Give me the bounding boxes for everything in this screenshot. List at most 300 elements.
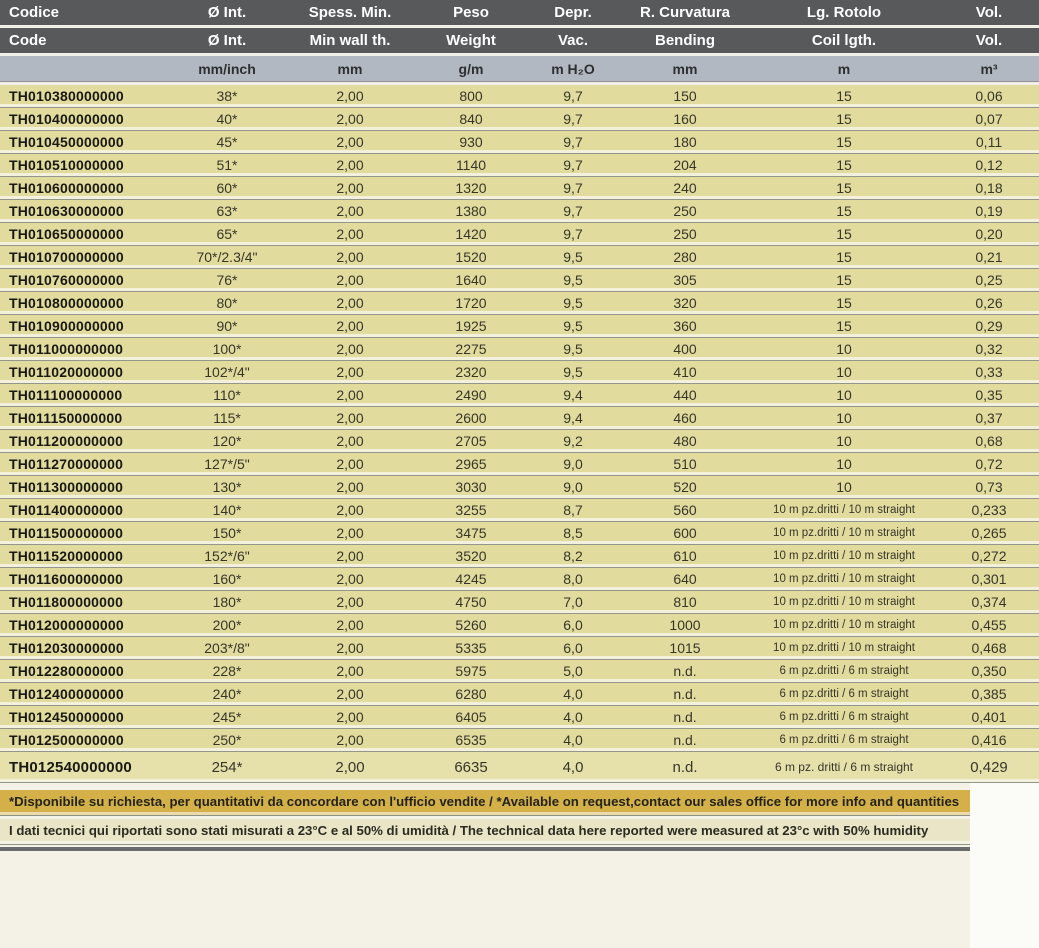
cell-inner-diameter: 90* <box>171 315 283 338</box>
cell-min-wall-thickness: 2,00 <box>283 614 417 637</box>
cell-weight: 800 <box>417 84 525 108</box>
cell-volume: 0,07 <box>939 108 1039 131</box>
cell-min-wall-thickness: 2,00 <box>283 545 417 568</box>
header-vacuum-it: Depr. <box>525 0 621 27</box>
header-coil-length-it: Lg. Rotolo <box>749 0 939 27</box>
cell-inner-diameter: 180* <box>171 591 283 614</box>
cell-code: TH010900000000 <box>0 315 171 338</box>
cell-vacuum: 9,7 <box>525 108 621 131</box>
table-row <box>0 407 1039 430</box>
cell-vacuum: 9,4 <box>525 407 621 430</box>
cell-vacuum: 4,0 <box>525 729 621 752</box>
cell-volume: 0,416 <box>939 729 1039 752</box>
cell-weight: 4750 <box>417 591 525 614</box>
table-row <box>0 269 1039 292</box>
cell-code: TH011400000000 <box>0 499 171 522</box>
cell-weight: 2600 <box>417 407 525 430</box>
cell-vacuum: 9,7 <box>525 131 621 154</box>
cell-min-wall-thickness: 2,00 <box>283 384 417 407</box>
cell-weight: 1140 <box>417 154 525 177</box>
cell-bending-radius: 410 <box>621 361 749 384</box>
table-row <box>0 315 1039 338</box>
cell-vacuum: 9,5 <box>525 361 621 384</box>
cell-vacuum: 9,7 <box>525 84 621 108</box>
cell-inner-diameter: 203*/8" <box>171 637 283 660</box>
cell-volume: 0,385 <box>939 683 1039 706</box>
cell-vacuum: 9,7 <box>525 177 621 200</box>
footnotes <box>0 790 970 845</box>
cell-code: TH012500000000 <box>0 729 171 752</box>
header-row-italian <box>0 0 1039 27</box>
cell-inner-diameter: 200* <box>171 614 283 637</box>
cell-code: TH010630000000 <box>0 200 171 223</box>
cell-coil-length: 15 <box>749 315 939 338</box>
cell-min-wall-thickness: 2,00 <box>283 430 417 453</box>
cell-inner-diameter: 127*/5" <box>171 453 283 476</box>
table-row <box>0 430 1039 453</box>
cell-min-wall-thickness: 2,00 <box>283 269 417 292</box>
cell-weight: 2705 <box>417 430 525 453</box>
cell-volume: 0,401 <box>939 706 1039 729</box>
cell-vacuum: 9,5 <box>525 246 621 269</box>
cell-volume: 0,455 <box>939 614 1039 637</box>
measurement-footnote: I dati tecnici qui riportati sono stati misurati a 23°C e al 50% di umidità / The technical data here reported were measured at 23°c with 50% humidity <box>0 819 970 845</box>
table-row <box>0 476 1039 499</box>
cell-min-wall-thickness: 2,00 <box>283 108 417 131</box>
table-row <box>0 154 1039 177</box>
cell-code: TH011270000000 <box>0 453 171 476</box>
cell-volume: 0,20 <box>939 223 1039 246</box>
cell-weight: 930 <box>417 131 525 154</box>
cell-weight: 2275 <box>417 338 525 361</box>
table-row <box>0 729 1039 752</box>
cell-inner-diameter: 102*/4" <box>171 361 283 384</box>
cell-code: TH012280000000 <box>0 660 171 683</box>
cell-inner-diameter: 63* <box>171 200 283 223</box>
cell-volume: 0,429 <box>939 752 1039 783</box>
cell-bending-radius: 510 <box>621 453 749 476</box>
cell-coil-length: 10 m pz.dritti / 10 m straight <box>749 499 939 522</box>
cell-code: TH012540000000 <box>0 752 171 783</box>
cell-weight: 5975 <box>417 660 525 683</box>
cell-bending-radius: 640 <box>621 568 749 591</box>
cell-bending-radius: n.d. <box>621 729 749 752</box>
cell-inner-diameter: 65* <box>171 223 283 246</box>
cell-vacuum: 9,5 <box>525 315 621 338</box>
cell-coil-length: 10 m pz.dritti / 10 m straight <box>749 545 939 568</box>
cell-vacuum: 9,0 <box>525 476 621 499</box>
cell-bending-radius: n.d. <box>621 660 749 683</box>
cell-bending-radius: 600 <box>621 522 749 545</box>
cell-bending-radius: n.d. <box>621 706 749 729</box>
table-row <box>0 177 1039 200</box>
cell-coil-length: 15 <box>749 200 939 223</box>
table-row <box>0 292 1039 315</box>
cell-inner-diameter: 115* <box>171 407 283 430</box>
cell-min-wall-thickness: 2,00 <box>283 407 417 430</box>
cell-code: TH011800000000 <box>0 591 171 614</box>
cell-min-wall-thickness: 2,00 <box>283 729 417 752</box>
header-bending-it: R. Curvatura <box>621 0 749 27</box>
cell-volume: 0,468 <box>939 637 1039 660</box>
cell-bending-radius: 180 <box>621 131 749 154</box>
cell-volume: 0,272 <box>939 545 1039 568</box>
cell-weight: 5260 <box>417 614 525 637</box>
cell-min-wall-thickness: 2,00 <box>283 246 417 269</box>
cell-min-wall-thickness: 2,00 <box>283 177 417 200</box>
cell-bending-radius: 460 <box>621 407 749 430</box>
cell-weight: 3520 <box>417 545 525 568</box>
cell-code: TH011300000000 <box>0 476 171 499</box>
cell-volume: 0,37 <box>939 407 1039 430</box>
table-row <box>0 752 1039 783</box>
cell-bending-radius: 250 <box>621 223 749 246</box>
cell-vacuum: 9,0 <box>525 453 621 476</box>
table-row <box>0 614 1039 637</box>
header-code-en: Code <box>0 27 171 55</box>
cell-vacuum: 5,0 <box>525 660 621 683</box>
cell-min-wall-thickness: 2,00 <box>283 660 417 683</box>
header-weight-it: Peso <box>417 0 525 27</box>
cell-min-wall-thickness: 2,00 <box>283 522 417 545</box>
cell-coil-length: 15 <box>749 292 939 315</box>
cell-min-wall-thickness: 2,00 <box>283 637 417 660</box>
cell-volume: 0,72 <box>939 453 1039 476</box>
cell-weight: 2490 <box>417 384 525 407</box>
cell-weight: 3255 <box>417 499 525 522</box>
cell-weight: 3475 <box>417 522 525 545</box>
cell-min-wall-thickness: 2,00 <box>283 568 417 591</box>
cell-coil-length: 10 m pz.dritti / 10 m straight <box>749 591 939 614</box>
cell-inner-diameter: 150* <box>171 522 283 545</box>
cell-bending-radius: n.d. <box>621 683 749 706</box>
header-min-thickness-it: Spess. Min. <box>283 0 417 27</box>
table-row <box>0 568 1039 591</box>
cell-coil-length: 10 <box>749 407 939 430</box>
cell-code: TH011000000000 <box>0 338 171 361</box>
cell-code: TH010800000000 <box>0 292 171 315</box>
unit-blank <box>0 55 171 84</box>
cell-min-wall-thickness: 2,00 <box>283 499 417 522</box>
cell-vacuum: 8,7 <box>525 499 621 522</box>
unit-g-per-m: g/m <box>417 55 525 84</box>
units-row <box>0 55 1039 84</box>
table-row <box>0 84 1039 108</box>
cell-vacuum: 4,0 <box>525 683 621 706</box>
cell-volume: 0,18 <box>939 177 1039 200</box>
cell-code: TH010700000000 <box>0 246 171 269</box>
availability-footnote: *Disponibile su richiesta, per quantitativi da concordare con l'ufficio vendite / *Available on request,contact our sales office for more info and quantities <box>0 790 970 816</box>
cell-coil-length: 10 m pz.dritti / 10 m straight <box>749 637 939 660</box>
cell-inner-diameter: 245* <box>171 706 283 729</box>
cell-inner-diameter: 110* <box>171 384 283 407</box>
cell-weight: 6635 <box>417 752 525 783</box>
cell-inner-diameter: 254* <box>171 752 283 783</box>
header-bending-en: Bending <box>621 27 749 55</box>
table-row <box>0 522 1039 545</box>
unit-m3: m³ <box>939 55 1039 84</box>
cell-volume: 0,06 <box>939 84 1039 108</box>
cell-min-wall-thickness: 2,00 <box>283 154 417 177</box>
cell-weight: 6535 <box>417 729 525 752</box>
cell-weight: 840 <box>417 108 525 131</box>
cell-coil-length: 10 m pz.dritti / 10 m straight <box>749 614 939 637</box>
cell-volume: 0,233 <box>939 499 1039 522</box>
cell-volume: 0,33 <box>939 361 1039 384</box>
cell-min-wall-thickness: 2,00 <box>283 361 417 384</box>
unit-m: m <box>749 55 939 84</box>
cell-min-wall-thickness: 2,00 <box>283 200 417 223</box>
cell-volume: 0,32 <box>939 338 1039 361</box>
header-volume-it: Vol. <box>939 0 1039 27</box>
cell-bending-radius: 560 <box>621 499 749 522</box>
cell-weight: 2965 <box>417 453 525 476</box>
table-row <box>0 545 1039 568</box>
cell-weight: 1320 <box>417 177 525 200</box>
cell-coil-length: 15 <box>749 108 939 131</box>
cell-vacuum: 9,7 <box>525 154 621 177</box>
cell-volume: 0,35 <box>939 384 1039 407</box>
cell-weight: 4245 <box>417 568 525 591</box>
cell-inner-diameter: 100* <box>171 338 283 361</box>
header-volume-en: Vol. <box>939 27 1039 55</box>
cell-coil-length: 6 m pz.dritti / 6 m straight <box>749 706 939 729</box>
cell-inner-diameter: 80* <box>171 292 283 315</box>
cell-coil-length: 10 m pz.dritti / 10 m straight <box>749 522 939 545</box>
table-row <box>0 660 1039 683</box>
cell-code: TH010510000000 <box>0 154 171 177</box>
cell-volume: 0,68 <box>939 430 1039 453</box>
cell-coil-length: 6 m pz.dritti / 6 m straight <box>749 729 939 752</box>
cell-bending-radius: 810 <box>621 591 749 614</box>
cell-min-wall-thickness: 2,00 <box>283 84 417 108</box>
cell-min-wall-thickness: 2,00 <box>283 706 417 729</box>
cell-vacuum: 6,0 <box>525 637 621 660</box>
cell-vacuum: 9,2 <box>525 430 621 453</box>
cell-vacuum: 8,0 <box>525 568 621 591</box>
cell-coil-length: 15 <box>749 223 939 246</box>
cell-code: TH011020000000 <box>0 361 171 384</box>
cell-inner-diameter: 38* <box>171 84 283 108</box>
cell-code: TH011100000000 <box>0 384 171 407</box>
cell-inner-diameter: 140* <box>171 499 283 522</box>
header-inner-diameter-it: Ø Int. <box>171 0 283 27</box>
header-row-english <box>0 27 1039 55</box>
cell-bending-radius: 305 <box>621 269 749 292</box>
cell-min-wall-thickness: 2,00 <box>283 338 417 361</box>
header-vacuum-en: Vac. <box>525 27 621 55</box>
cell-vacuum: 9,7 <box>525 200 621 223</box>
cell-inner-diameter: 40* <box>171 108 283 131</box>
cell-coil-length: 6 m pz. dritti / 6 m straight <box>749 752 939 783</box>
unit-mm: mm <box>283 55 417 84</box>
cell-volume: 0,374 <box>939 591 1039 614</box>
table-row <box>0 338 1039 361</box>
cell-vacuum: 9,4 <box>525 384 621 407</box>
cell-coil-length: 10 m pz.dritti / 10 m straight <box>749 568 939 591</box>
cell-weight: 1520 <box>417 246 525 269</box>
cell-bending-radius: 610 <box>621 545 749 568</box>
unit-mm-bending: mm <box>621 55 749 84</box>
cell-inner-diameter: 60* <box>171 177 283 200</box>
cell-coil-length: 6 m pz.dritti / 6 m straight <box>749 683 939 706</box>
cell-volume: 0,21 <box>939 246 1039 269</box>
header-inner-diameter-en: Ø Int. <box>171 27 283 55</box>
cell-bending-radius: 150 <box>621 84 749 108</box>
cell-coil-length: 15 <box>749 131 939 154</box>
cell-code: TH012030000000 <box>0 637 171 660</box>
table-row <box>0 499 1039 522</box>
cell-coil-length: 10 <box>749 453 939 476</box>
table-row <box>0 200 1039 223</box>
cell-volume: 0,11 <box>939 131 1039 154</box>
table-row <box>0 108 1039 131</box>
cell-coil-length: 10 <box>749 476 939 499</box>
cell-vacuum: 4,0 <box>525 752 621 783</box>
cell-vacuum: 7,0 <box>525 591 621 614</box>
cell-inner-diameter: 130* <box>171 476 283 499</box>
cell-coil-length: 15 <box>749 177 939 200</box>
cell-weight: 1720 <box>417 292 525 315</box>
cell-vacuum: 8,5 <box>525 522 621 545</box>
cell-weight: 1380 <box>417 200 525 223</box>
cell-min-wall-thickness: 2,00 <box>283 292 417 315</box>
cell-inner-diameter: 120* <box>171 430 283 453</box>
cell-weight: 6405 <box>417 706 525 729</box>
cell-bending-radius: 440 <box>621 384 749 407</box>
cell-inner-diameter: 152*/6" <box>171 545 283 568</box>
table-row <box>0 637 1039 660</box>
cell-code: TH010380000000 <box>0 84 171 108</box>
table-row <box>0 223 1039 246</box>
cell-coil-length: 6 m pz.dritti / 6 m straight <box>749 660 939 683</box>
cell-coil-length: 10 <box>749 338 939 361</box>
cell-volume: 0,29 <box>939 315 1039 338</box>
cell-code: TH011600000000 <box>0 568 171 591</box>
cell-inner-diameter: 228* <box>171 660 283 683</box>
cell-volume: 0,12 <box>939 154 1039 177</box>
cell-vacuum: 8,2 <box>525 545 621 568</box>
cell-bending-radius: 160 <box>621 108 749 131</box>
cell-code: TH012400000000 <box>0 683 171 706</box>
cell-weight: 6280 <box>417 683 525 706</box>
cell-min-wall-thickness: 2,00 <box>283 683 417 706</box>
cell-bending-radius: 360 <box>621 315 749 338</box>
cell-bending-radius: 400 <box>621 338 749 361</box>
cell-min-wall-thickness: 2,00 <box>283 752 417 783</box>
cell-weight: 1420 <box>417 223 525 246</box>
cell-weight: 2320 <box>417 361 525 384</box>
cell-volume: 0,301 <box>939 568 1039 591</box>
cell-volume: 0,19 <box>939 200 1039 223</box>
table-row <box>0 591 1039 614</box>
table-body <box>0 84 1039 783</box>
cell-weight: 1925 <box>417 315 525 338</box>
cell-volume: 0,350 <box>939 660 1039 683</box>
table-header <box>0 0 1039 84</box>
cell-weight: 5335 <box>417 637 525 660</box>
cell-code: TH010650000000 <box>0 223 171 246</box>
cell-inner-diameter: 250* <box>171 729 283 752</box>
cell-volume: 0,73 <box>939 476 1039 499</box>
cell-bending-radius: 1015 <box>621 637 749 660</box>
header-coil-length-en: Coil lgth. <box>749 27 939 55</box>
cell-code: TH011520000000 <box>0 545 171 568</box>
cell-weight: 1640 <box>417 269 525 292</box>
cell-min-wall-thickness: 2,00 <box>283 476 417 499</box>
cell-bending-radius: 1000 <box>621 614 749 637</box>
cell-coil-length: 10 <box>749 430 939 453</box>
cell-vacuum: 9,7 <box>525 223 621 246</box>
unit-mm-inch: mm/inch <box>171 55 283 84</box>
header-code-it: Codice <box>0 0 171 27</box>
cell-min-wall-thickness: 2,00 <box>283 131 417 154</box>
cell-inner-diameter: 51* <box>171 154 283 177</box>
cell-code: TH012000000000 <box>0 614 171 637</box>
table-row <box>0 683 1039 706</box>
cell-vacuum: 9,5 <box>525 269 621 292</box>
cell-bending-radius: 520 <box>621 476 749 499</box>
cell-min-wall-thickness: 2,00 <box>283 315 417 338</box>
header-min-thickness-en: Min wall th. <box>283 27 417 55</box>
cell-min-wall-thickness: 2,00 <box>283 223 417 246</box>
table-row <box>0 384 1039 407</box>
cell-code: TH010400000000 <box>0 108 171 131</box>
cell-bending-radius: n.d. <box>621 752 749 783</box>
table-row <box>0 131 1039 154</box>
unit-m-h2o: m H₂O <box>525 55 621 84</box>
cell-coil-length: 15 <box>749 269 939 292</box>
cell-code: TH011150000000 <box>0 407 171 430</box>
cell-coil-length: 10 <box>749 361 939 384</box>
cell-bending-radius: 280 <box>621 246 749 269</box>
cell-min-wall-thickness: 2,00 <box>283 591 417 614</box>
table-row <box>0 453 1039 476</box>
cell-code: TH011200000000 <box>0 430 171 453</box>
cell-min-wall-thickness: 2,00 <box>283 453 417 476</box>
cell-coil-length: 15 <box>749 154 939 177</box>
cell-code: TH010450000000 <box>0 131 171 154</box>
header-weight-en: Weight <box>417 27 525 55</box>
cell-code: TH011500000000 <box>0 522 171 545</box>
cell-bending-radius: 240 <box>621 177 749 200</box>
cell-bending-radius: 320 <box>621 292 749 315</box>
cell-inner-diameter: 70*/2.3/4" <box>171 246 283 269</box>
cell-inner-diameter: 76* <box>171 269 283 292</box>
cell-coil-length: 15 <box>749 246 939 269</box>
cell-coil-length: 15 <box>749 84 939 108</box>
cell-weight: 3030 <box>417 476 525 499</box>
table-row <box>0 246 1039 269</box>
table-row <box>0 706 1039 729</box>
cell-vacuum: 6,0 <box>525 614 621 637</box>
cell-coil-length: 10 <box>749 384 939 407</box>
cell-code: TH010600000000 <box>0 177 171 200</box>
cell-vacuum: 9,5 <box>525 338 621 361</box>
cell-vacuum: 9,5 <box>525 292 621 315</box>
table-row <box>0 361 1039 384</box>
cell-volume: 0,25 <box>939 269 1039 292</box>
cell-inner-diameter: 160* <box>171 568 283 591</box>
cell-volume: 0,26 <box>939 292 1039 315</box>
cell-bending-radius: 250 <box>621 200 749 223</box>
cell-code: TH010760000000 <box>0 269 171 292</box>
cell-bending-radius: 480 <box>621 430 749 453</box>
cell-bending-radius: 204 <box>621 154 749 177</box>
cell-inner-diameter: 45* <box>171 131 283 154</box>
bottom-divider <box>0 847 970 851</box>
cell-vacuum: 4,0 <box>525 706 621 729</box>
